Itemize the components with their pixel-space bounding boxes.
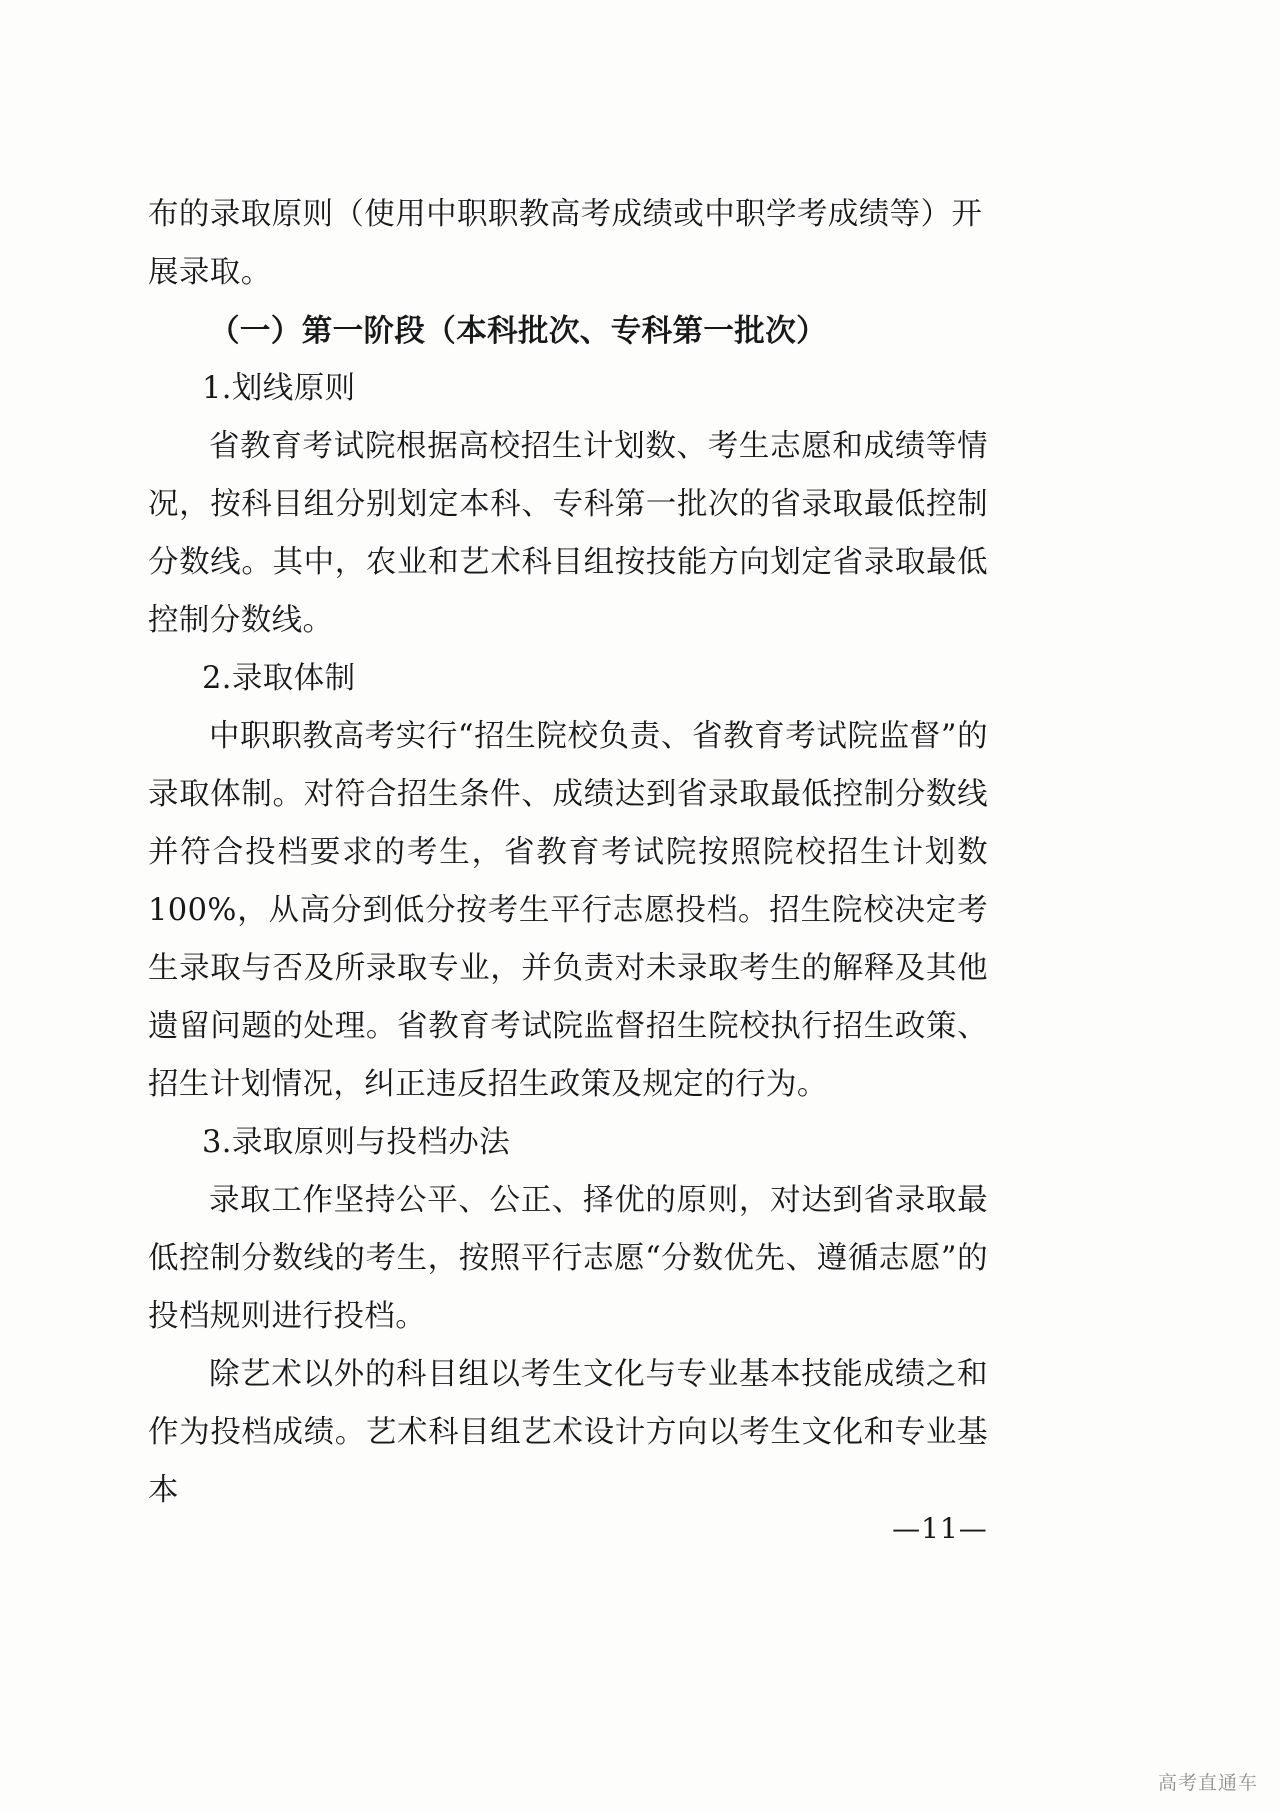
- watermark-label: 高考直通车: [1157, 1773, 1258, 1794]
- item-1-body: 省教育考试院根据高校招生计划数、考生志愿和成绩等情况，按科目组分别划定本科、专科第一批次的省录取最低控制分数线。其中，农业和艺术科目组按技能方向划定省录取最低控制分数线。: [148, 429, 988, 638]
- item-3-title: 3.录取原则与投档办法: [202, 1125, 510, 1160]
- document-body: [148, 186, 988, 1520]
- item-3-body-second: 除艺术以外的科目组以考生文化与专业基本技能成绩之和作为投档成绩。艺术科目组艺术设计方向以考生文化和专业基本: [148, 1357, 988, 1508]
- paragraph-continued: 布的录取原则（使用中职职教高考成绩或中职学考成绩等）开展录取。: [148, 197, 983, 290]
- heading-stage-one: （一）第一阶段（本科批次、专科第一批次）: [209, 313, 827, 349]
- page-number: —11—: [892, 1512, 988, 1545]
- item-1-title: 1.划线原则: [202, 371, 356, 406]
- item-3-body-first: 录取工作坚持公平、公正、择优的原则，对达到省录取最低控制分数线的考生，按照平行志愿“分数优先、遵循志愿”的投档规则进行投档。: [148, 1183, 988, 1334]
- item-2-body: 中职职教高考实行“招生院校负责、省教育考试院监督”的录取体制。对符合招生条件、成绩达到省录取最低控制分数线并符合投档要求的考生，省教育考试院按照院校招生计划数 100%，从高分到低分按考生平行志愿投档。招生院校决定考生录取与否及所录取专业，并负责对未录取考生的解释及其他遗留问题的处理。省教育考试院监督招生院校执行招生政策、招生计划情况，纠正违反招生政策及规定的行为。: [148, 719, 988, 1102]
- item-2-title: 2.录取体制: [202, 661, 356, 696]
